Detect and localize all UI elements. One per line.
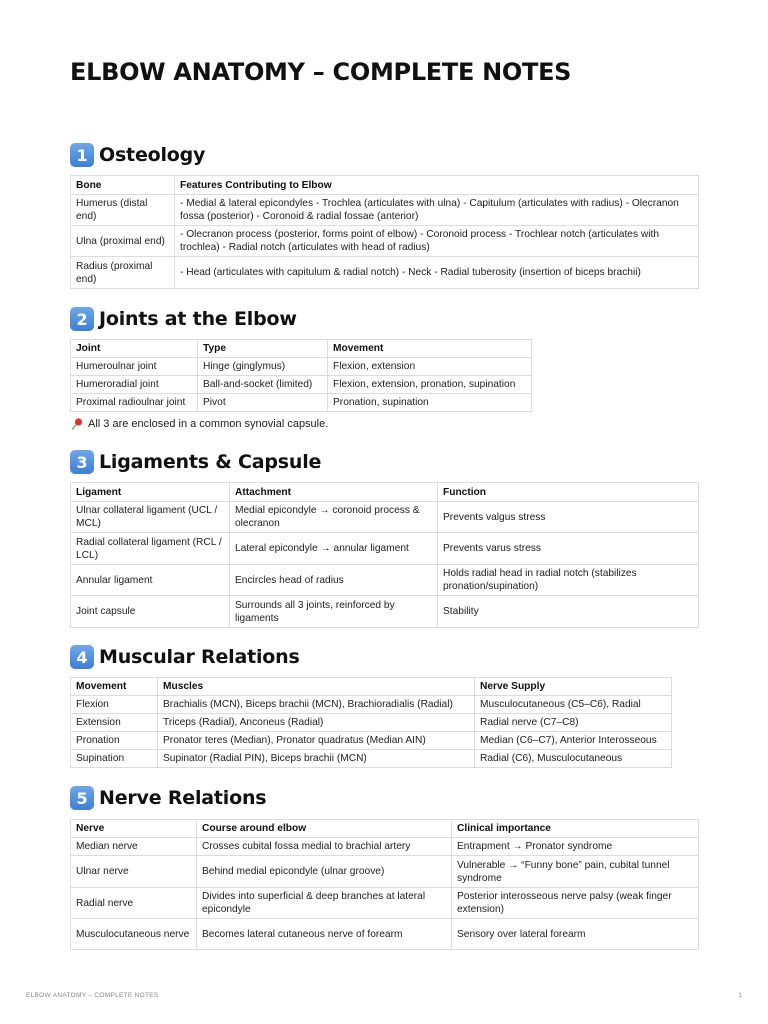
joints-table — [70, 339, 532, 412]
table-cell: Humerus (distal end) — [71, 195, 175, 226]
table-cell: Extension — [71, 714, 158, 732]
ligaments-table — [70, 482, 699, 628]
table-cell: Annular ligament — [71, 565, 230, 596]
table-cell: Supination — [71, 750, 158, 768]
table-cell: Flexion, extension — [328, 358, 532, 376]
table-cell: Vulnerable → “Funny bone” pain, cubital tunnel syndrome — [452, 856, 699, 888]
table-cell: Ulnar nerve — [71, 856, 197, 888]
table-row — [71, 226, 699, 257]
keycap-5-icon: 5 — [70, 786, 94, 810]
column-header: Joint — [71, 340, 198, 358]
table-row — [71, 856, 699, 888]
table-cell: Radial nerve — [71, 888, 197, 919]
column-header: Nerve Supply — [475, 678, 672, 696]
table-cell: Radial collateral ligament (RCL / LCL) — [71, 533, 230, 565]
table-cell: Entrapment → Pronator syndrome — [452, 838, 699, 856]
table-cell: Humeroradial joint — [71, 376, 198, 394]
table-cell: Humeroulnar joint — [71, 358, 198, 376]
table-header-row — [71, 176, 699, 195]
table-cell: Radius (proximal end) — [71, 257, 175, 289]
page-number: 1 — [738, 992, 742, 999]
table-cell: Median nerve — [71, 838, 197, 856]
footer-title: ELBOW ANATOMY – COMPLETE NOTES — [26, 992, 159, 999]
section-heading-joints — [70, 307, 297, 331]
table-cell: Surrounds all 3 joints, reinforced by ligaments — [230, 596, 438, 628]
column-header: Clinical importance — [452, 820, 699, 838]
table-row — [71, 376, 532, 394]
table-row — [71, 888, 699, 919]
table-cell: Radial (C6), Musculocutaneous — [475, 750, 672, 768]
table-cell: Triceps (Radial), Anconeus (Radial) — [158, 714, 475, 732]
column-header: Type — [198, 340, 328, 358]
column-header: Bone — [71, 176, 175, 195]
table-cell: Behind medial epicondyle (ulnar groove) — [197, 856, 452, 888]
table-row — [71, 750, 672, 768]
table-row — [71, 358, 532, 376]
table-row — [71, 714, 672, 732]
table-row — [71, 195, 699, 226]
table-cell: Brachialis (MCN), Biceps brachii (MCN), Brachioradialis (Radial) — [158, 696, 475, 714]
table-cell: Lateral epicondyle → annular ligament — [230, 533, 438, 565]
section-heading-nerves — [70, 786, 266, 810]
table-cell: Flexion — [71, 696, 158, 714]
table-header-row — [71, 483, 699, 502]
note-text: All 3 are enclosed in a common synovial capsule. — [88, 418, 329, 430]
table-cell: Flexion, extension, pronation, supination — [328, 376, 532, 394]
column-header: Function — [438, 483, 699, 502]
column-header: Attachment — [230, 483, 438, 502]
table-cell: Radial nerve (C7–C8) — [475, 714, 672, 732]
column-header: Features Contributing to Elbow — [175, 176, 699, 195]
column-header: Movement — [328, 340, 532, 358]
table-row — [71, 257, 699, 289]
column-header: Nerve — [71, 820, 197, 838]
column-header: Course around elbow — [197, 820, 452, 838]
table-cell: Ulna (proximal end) — [71, 226, 175, 257]
table-cell: Musculocutaneous nerve — [71, 919, 197, 950]
table-cell: Hinge (ginglymus) — [198, 358, 328, 376]
table-cell: Stability — [438, 596, 699, 628]
osteology-table — [70, 175, 699, 289]
keycap-3-icon: 3 — [70, 450, 94, 474]
keycap-4-icon: 4 — [70, 645, 94, 669]
table-cell: Posterior interosseous nerve palsy (weak finger extension) — [452, 888, 699, 919]
table-cell: Supinator (Radial PIN), Biceps brachii (MCN) — [158, 750, 475, 768]
table-row — [71, 919, 699, 950]
nerves-table — [70, 819, 699, 950]
column-header: Muscles — [158, 678, 475, 696]
table-row — [71, 696, 672, 714]
column-header: Movement — [71, 678, 158, 696]
table-row — [71, 838, 699, 856]
table-cell: Holds radial head in radial notch (stabilizes pronation/supination) — [438, 565, 699, 596]
table-cell: - Olecranon process (posterior, forms point of elbow) - Coronoid process - Trochlear notch (articulates with trochlea) - Radial notch (articulates with head of radius) — [175, 226, 699, 257]
table-cell: Divides into superficial & deep branches at lateral epicondyle — [197, 888, 452, 919]
section-heading-ligaments — [70, 450, 321, 474]
table-header-row — [71, 340, 532, 358]
column-header: Ligament — [71, 483, 230, 502]
note-line — [70, 417, 328, 431]
keycap-1-icon: 1 — [70, 143, 94, 167]
table-cell: - Medial & lateral epicondyles - Trochlea (articulates with ulna) - Capitulum (articulates with radius) - Olecranon fossa (posterior) - Coronoid & radial fossae (anterior) — [175, 195, 699, 226]
table-cell: Proximal radioulnar joint — [71, 394, 198, 412]
section-heading-text: Nerve Relations — [99, 787, 267, 809]
section-heading-text: Osteology — [99, 144, 206, 166]
pushpin-icon — [70, 417, 84, 431]
table-cell: Ulnar collateral ligament (UCL / MCL) — [71, 502, 230, 533]
table-cell: Pronator teres (Median), Pronator quadratus (Median AIN) — [158, 732, 475, 750]
table-cell: Pivot — [198, 394, 328, 412]
table-cell: Pronation, supination — [328, 394, 532, 412]
keycap-2-icon: 2 — [70, 307, 94, 331]
table-cell: Ball-and-socket (limited) — [198, 376, 328, 394]
table-cell: Becomes lateral cutaneous nerve of forearm — [197, 919, 452, 950]
table-cell: Encircles head of radius — [230, 565, 438, 596]
table-cell: Prevents varus stress — [438, 533, 699, 565]
section-heading-osteology — [70, 143, 205, 167]
table-header-row — [71, 678, 672, 696]
table-row — [71, 732, 672, 750]
section-heading-text: Muscular Relations — [99, 646, 300, 668]
table-cell: Crosses cubital fossa medial to brachial artery — [197, 838, 452, 856]
section-heading-text: Joints at the Elbow — [99, 308, 297, 330]
table-row — [71, 394, 532, 412]
muscular-table — [70, 677, 672, 768]
table-row — [71, 565, 699, 596]
table-cell: Medial epicondyle → coronoid process & olecranon — [230, 502, 438, 533]
table-cell: - Head (articulates with capitulum & radial notch) - Neck - Radial tuberosity (insertion of biceps brachii) — [175, 257, 699, 289]
table-row — [71, 533, 699, 565]
table-header-row — [71, 820, 699, 838]
table-cell: Median (C6–C7), Anterior Interosseous — [475, 732, 672, 750]
section-heading-muscular — [70, 645, 300, 669]
table-cell: Sensory over lateral forearm — [452, 919, 699, 950]
table-row — [71, 502, 699, 533]
table-cell: Joint capsule — [71, 596, 230, 628]
section-heading-text: Ligaments & Capsule — [99, 451, 322, 473]
page-title: ELBOW ANATOMY – COMPLETE NOTES — [70, 58, 572, 86]
table-cell: Prevents valgus stress — [438, 502, 699, 533]
table-cell: Musculocutaneous (C5–C6), Radial — [475, 696, 672, 714]
table-row — [71, 596, 699, 628]
table-cell: Pronation — [71, 732, 158, 750]
